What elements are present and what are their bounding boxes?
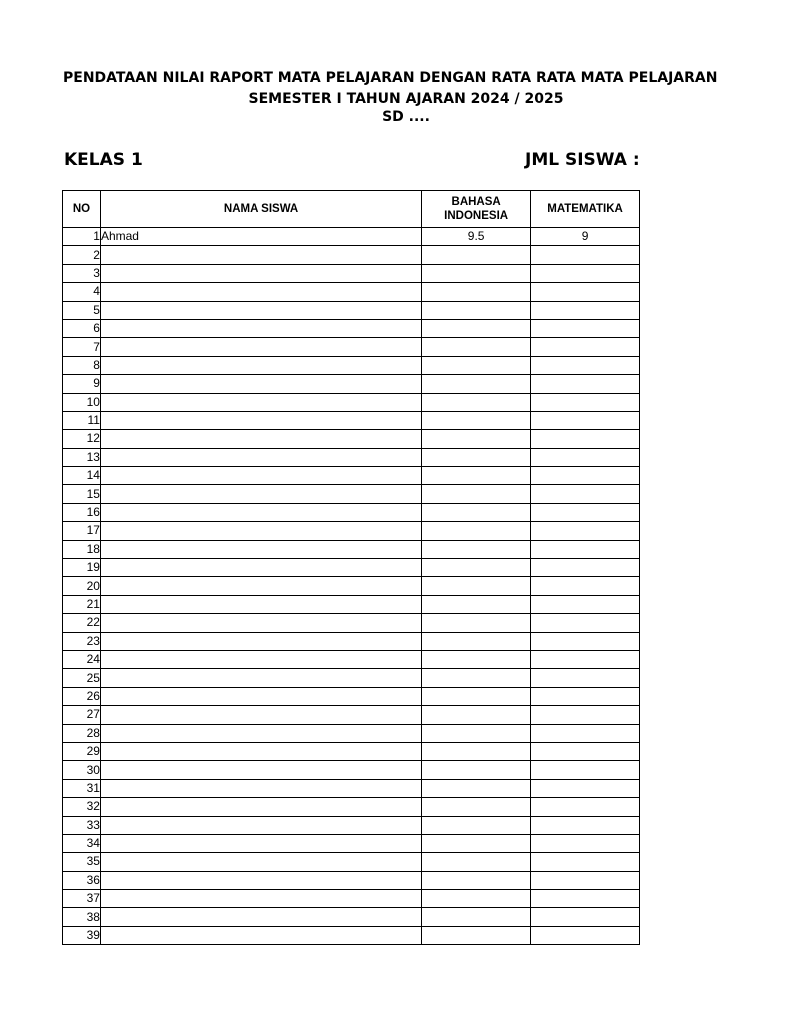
bahasa-indonesia-score-cell[interactable] bbox=[422, 448, 531, 466]
student-name-cell[interactable] bbox=[100, 669, 421, 687]
table-row bbox=[63, 798, 640, 816]
row-number-cell[interactable]: 19 bbox=[63, 559, 101, 577]
row-number-cell[interactable]: 30 bbox=[63, 761, 101, 779]
matematika-score-cell[interactable] bbox=[531, 522, 640, 540]
bahasa-indonesia-score-cell[interactable] bbox=[422, 595, 531, 613]
student-name-cell[interactable] bbox=[100, 246, 421, 264]
bahasa-indonesia-score-cell[interactable] bbox=[422, 283, 531, 301]
student-name-cell[interactable] bbox=[100, 614, 421, 632]
student-name-cell[interactable] bbox=[100, 853, 421, 871]
student-name-cell[interactable] bbox=[100, 595, 421, 613]
bahasa-indonesia-score-cell[interactable] bbox=[422, 375, 531, 393]
table-row bbox=[63, 283, 640, 301]
student-name-cell[interactable] bbox=[100, 706, 421, 724]
table-row bbox=[63, 356, 640, 374]
table-row bbox=[63, 926, 640, 944]
student-name-cell[interactable] bbox=[100, 908, 421, 926]
student-name-cell[interactable] bbox=[100, 503, 421, 521]
row-number-cell[interactable]: 6 bbox=[63, 319, 101, 337]
table-row bbox=[63, 853, 640, 871]
matematika-score-cell[interactable] bbox=[531, 540, 640, 558]
matematika-score-cell[interactable] bbox=[531, 742, 640, 760]
student-name-cell[interactable] bbox=[100, 375, 421, 393]
row-number-cell[interactable]: 29 bbox=[63, 742, 101, 760]
table-row bbox=[63, 706, 640, 724]
student-name-cell[interactable] bbox=[100, 338, 421, 356]
student-name-cell[interactable] bbox=[100, 577, 421, 595]
row-number-cell[interactable]: 18 bbox=[63, 540, 101, 558]
bahasa-indonesia-score-cell[interactable]: 9.5 bbox=[422, 228, 531, 246]
matematika-score-cell[interactable] bbox=[531, 871, 640, 889]
student-name-cell[interactable] bbox=[100, 411, 421, 429]
class-label: KELAS 1 bbox=[64, 150, 143, 170]
bahasa-indonesia-score-cell[interactable] bbox=[422, 393, 531, 411]
row-number-cell[interactable]: 28 bbox=[63, 724, 101, 742]
matematika-score-cell[interactable] bbox=[531, 559, 640, 577]
matematika-score-cell[interactable] bbox=[531, 687, 640, 705]
table-row bbox=[63, 503, 640, 521]
bahasa-indonesia-score-cell[interactable] bbox=[422, 577, 531, 595]
row-number-cell[interactable]: 5 bbox=[63, 301, 101, 319]
student-name-cell[interactable] bbox=[100, 283, 421, 301]
bahasa-indonesia-score-cell[interactable] bbox=[422, 853, 531, 871]
matematika-score-cell[interactable] bbox=[531, 926, 640, 944]
table-row bbox=[63, 319, 640, 337]
matematika-score-cell[interactable] bbox=[531, 908, 640, 926]
table-row bbox=[63, 687, 640, 705]
student-name-cell[interactable] bbox=[100, 448, 421, 466]
matematika-score-cell[interactable] bbox=[531, 724, 640, 742]
student-name-cell[interactable] bbox=[100, 301, 421, 319]
matematika-score-cell[interactable] bbox=[531, 798, 640, 816]
matematika-score-cell[interactable] bbox=[531, 393, 640, 411]
bahasa-indonesia-score-cell[interactable] bbox=[422, 798, 531, 816]
table-row bbox=[63, 467, 640, 485]
matematika-score-cell[interactable] bbox=[531, 706, 640, 724]
row-number-cell[interactable]: 38 bbox=[63, 908, 101, 926]
school-name: SD .... bbox=[382, 109, 430, 125]
row-number-cell[interactable]: 31 bbox=[63, 779, 101, 797]
table-row bbox=[63, 816, 640, 834]
table-row bbox=[63, 338, 640, 356]
matematika-score-cell[interactable] bbox=[531, 816, 640, 834]
bahasa-indonesia-score-cell[interactable] bbox=[422, 485, 531, 503]
row-number-cell[interactable]: 35 bbox=[63, 853, 101, 871]
student-name-cell[interactable] bbox=[100, 485, 421, 503]
bahasa-indonesia-score-cell[interactable] bbox=[422, 338, 531, 356]
bahasa-indonesia-score-cell[interactable] bbox=[422, 761, 531, 779]
bahasa-indonesia-score-cell[interactable] bbox=[422, 706, 531, 724]
matematika-score-cell[interactable] bbox=[531, 356, 640, 374]
matematika-score-cell[interactable] bbox=[531, 411, 640, 429]
matematika-score-cell[interactable] bbox=[531, 614, 640, 632]
bahasa-indonesia-score-cell[interactable] bbox=[422, 890, 531, 908]
student-name-cell[interactable] bbox=[100, 319, 421, 337]
student-name-cell[interactable]: Ahmad bbox=[100, 228, 421, 246]
row-number-cell[interactable]: 11 bbox=[63, 411, 101, 429]
row-number-cell[interactable]: 20 bbox=[63, 577, 101, 595]
student-name-cell[interactable] bbox=[100, 890, 421, 908]
table-row bbox=[63, 264, 640, 282]
row-number-cell[interactable]: 39 bbox=[63, 926, 101, 944]
document-title: PENDATAAN NILAI RAPORT MATA PELAJARAN DENGAN RATA RATA MATA PELAJARAN bbox=[63, 70, 718, 86]
row-number-cell[interactable]: 32 bbox=[63, 798, 101, 816]
matematika-score-cell[interactable] bbox=[531, 650, 640, 668]
row-number-cell[interactable]: 10 bbox=[63, 393, 101, 411]
row-number-cell[interactable]: 23 bbox=[63, 632, 101, 650]
row-number-cell[interactable]: 21 bbox=[63, 595, 101, 613]
table-row bbox=[63, 448, 640, 466]
matematika-score-cell[interactable] bbox=[531, 246, 640, 264]
matematika-score-cell[interactable] bbox=[531, 890, 640, 908]
matematika-score-cell[interactable] bbox=[531, 779, 640, 797]
row-number-cell[interactable]: 17 bbox=[63, 522, 101, 540]
row-number-cell[interactable]: 7 bbox=[63, 338, 101, 356]
semester-subtitle: SEMESTER I TAHUN AJARAN 2024 / 2025 bbox=[248, 91, 564, 107]
matematika-score-cell[interactable] bbox=[531, 595, 640, 613]
student-name-cell[interactable] bbox=[100, 742, 421, 760]
table-row bbox=[63, 669, 640, 687]
student-name-cell[interactable] bbox=[100, 724, 421, 742]
header-no: NO bbox=[63, 191, 101, 228]
matematika-score-cell[interactable] bbox=[531, 503, 640, 521]
table-row bbox=[63, 595, 640, 613]
table-row bbox=[63, 871, 640, 889]
matematika-score-cell[interactable] bbox=[531, 761, 640, 779]
bahasa-indonesia-score-cell[interactable] bbox=[422, 834, 531, 852]
table-row bbox=[63, 246, 640, 264]
row-number-cell[interactable]: 15 bbox=[63, 485, 101, 503]
student-name-cell[interactable] bbox=[100, 559, 421, 577]
table-row bbox=[63, 742, 640, 760]
matematika-score-cell[interactable] bbox=[531, 375, 640, 393]
row-number-cell[interactable]: 9 bbox=[63, 375, 101, 393]
matematika-score-cell[interactable] bbox=[531, 485, 640, 503]
student-name-cell[interactable] bbox=[100, 650, 421, 668]
table-row bbox=[63, 632, 640, 650]
row-number-cell[interactable]: 1 bbox=[63, 228, 101, 246]
row-number-cell[interactable]: 26 bbox=[63, 687, 101, 705]
table-header-row bbox=[63, 191, 640, 228]
student-name-cell[interactable] bbox=[100, 264, 421, 282]
table-row bbox=[63, 890, 640, 908]
table-row bbox=[63, 393, 640, 411]
bahasa-indonesia-score-cell[interactable] bbox=[422, 816, 531, 834]
student-name-cell[interactable] bbox=[100, 632, 421, 650]
row-number-cell[interactable]: 37 bbox=[63, 890, 101, 908]
student-name-cell[interactable] bbox=[100, 430, 421, 448]
table-row bbox=[63, 724, 640, 742]
student-name-cell[interactable] bbox=[100, 393, 421, 411]
matematika-score-cell[interactable] bbox=[531, 301, 640, 319]
student-name-cell[interactable] bbox=[100, 798, 421, 816]
bahasa-indonesia-score-cell[interactable] bbox=[422, 467, 531, 485]
table-row bbox=[63, 375, 640, 393]
row-number-cell[interactable]: 27 bbox=[63, 706, 101, 724]
row-number-cell[interactable]: 33 bbox=[63, 816, 101, 834]
matematika-score-cell[interactable]: 9 bbox=[531, 228, 640, 246]
bahasa-indonesia-score-cell[interactable] bbox=[422, 669, 531, 687]
student-name-cell[interactable] bbox=[100, 761, 421, 779]
bahasa-indonesia-score-cell[interactable] bbox=[422, 430, 531, 448]
row-number-cell[interactable]: 24 bbox=[63, 650, 101, 668]
table-row bbox=[63, 228, 640, 246]
table-row bbox=[63, 577, 640, 595]
student-name-cell[interactable] bbox=[100, 522, 421, 540]
row-number-cell[interactable]: 4 bbox=[63, 283, 101, 301]
student-name-cell[interactable] bbox=[100, 816, 421, 834]
matematika-score-cell[interactable] bbox=[531, 467, 640, 485]
matematika-score-cell[interactable] bbox=[531, 834, 640, 852]
bahasa-indonesia-score-cell[interactable] bbox=[422, 319, 531, 337]
student-name-cell[interactable] bbox=[100, 540, 421, 558]
header-bahasa-indonesia: BAHASA INDONESIA bbox=[422, 191, 531, 228]
row-number-cell[interactable]: 13 bbox=[63, 448, 101, 466]
table-row bbox=[63, 650, 640, 668]
table-row bbox=[63, 614, 640, 632]
table-row bbox=[63, 522, 640, 540]
header-nama-siswa: NAMA SISWA bbox=[100, 191, 421, 228]
bahasa-indonesia-score-cell[interactable] bbox=[422, 871, 531, 889]
bahasa-indonesia-score-cell[interactable] bbox=[422, 908, 531, 926]
student-name-cell[interactable] bbox=[100, 687, 421, 705]
student-count-label: JML SISWA : bbox=[525, 150, 640, 170]
matematika-score-cell[interactable] bbox=[531, 338, 640, 356]
bahasa-indonesia-score-cell[interactable] bbox=[422, 614, 531, 632]
row-number-cell[interactable]: 34 bbox=[63, 834, 101, 852]
row-number-cell[interactable]: 3 bbox=[63, 264, 101, 282]
matematika-score-cell[interactable] bbox=[531, 669, 640, 687]
row-number-cell[interactable]: 8 bbox=[63, 356, 101, 374]
bahasa-indonesia-score-cell[interactable] bbox=[422, 724, 531, 742]
table-row bbox=[63, 908, 640, 926]
bahasa-indonesia-score-cell[interactable] bbox=[422, 301, 531, 319]
table-body bbox=[63, 228, 640, 945]
student-name-cell[interactable] bbox=[100, 834, 421, 852]
student-name-cell[interactable] bbox=[100, 356, 421, 374]
table-row bbox=[63, 779, 640, 797]
matematika-score-cell[interactable] bbox=[531, 853, 640, 871]
bahasa-indonesia-score-cell[interactable] bbox=[422, 522, 531, 540]
bahasa-indonesia-score-cell[interactable] bbox=[422, 742, 531, 760]
bahasa-indonesia-score-cell[interactable] bbox=[422, 356, 531, 374]
table-row bbox=[63, 761, 640, 779]
bahasa-indonesia-score-cell[interactable] bbox=[422, 264, 531, 282]
grades-table bbox=[62, 190, 640, 945]
bahasa-indonesia-score-cell[interactable] bbox=[422, 687, 531, 705]
bahasa-indonesia-score-cell[interactable] bbox=[422, 411, 531, 429]
row-number-cell[interactable]: 22 bbox=[63, 614, 101, 632]
bahasa-indonesia-score-cell[interactable] bbox=[422, 926, 531, 944]
table-row bbox=[63, 485, 640, 503]
matematika-score-cell[interactable] bbox=[531, 448, 640, 466]
row-number-cell[interactable]: 16 bbox=[63, 503, 101, 521]
row-number-cell[interactable]: 14 bbox=[63, 467, 101, 485]
student-name-cell[interactable] bbox=[100, 467, 421, 485]
table-row bbox=[63, 301, 640, 319]
header-matematika: MATEMATIKA bbox=[531, 191, 640, 228]
table-row bbox=[63, 540, 640, 558]
student-name-cell[interactable] bbox=[100, 926, 421, 944]
row-number-cell[interactable]: 25 bbox=[63, 669, 101, 687]
student-name-cell[interactable] bbox=[100, 779, 421, 797]
table-row bbox=[63, 834, 640, 852]
bahasa-indonesia-score-cell[interactable] bbox=[422, 246, 531, 264]
table-row bbox=[63, 430, 640, 448]
bahasa-indonesia-score-cell[interactable] bbox=[422, 779, 531, 797]
table-row bbox=[63, 559, 640, 577]
bahasa-indonesia-score-cell[interactable] bbox=[422, 559, 531, 577]
row-number-cell[interactable]: 12 bbox=[63, 430, 101, 448]
bahasa-indonesia-score-cell[interactable] bbox=[422, 540, 531, 558]
matematika-score-cell[interactable] bbox=[531, 283, 640, 301]
bahasa-indonesia-score-cell[interactable] bbox=[422, 650, 531, 668]
bahasa-indonesia-score-cell[interactable] bbox=[422, 503, 531, 521]
matematika-score-cell[interactable] bbox=[531, 264, 640, 282]
row-number-cell[interactable]: 36 bbox=[63, 871, 101, 889]
table-row bbox=[63, 411, 640, 429]
matematika-score-cell[interactable] bbox=[531, 632, 640, 650]
matematika-score-cell[interactable] bbox=[531, 430, 640, 448]
matematika-score-cell[interactable] bbox=[531, 319, 640, 337]
row-number-cell[interactable]: 2 bbox=[63, 246, 101, 264]
matematika-score-cell[interactable] bbox=[531, 577, 640, 595]
student-name-cell[interactable] bbox=[100, 871, 421, 889]
bahasa-indonesia-score-cell[interactable] bbox=[422, 632, 531, 650]
